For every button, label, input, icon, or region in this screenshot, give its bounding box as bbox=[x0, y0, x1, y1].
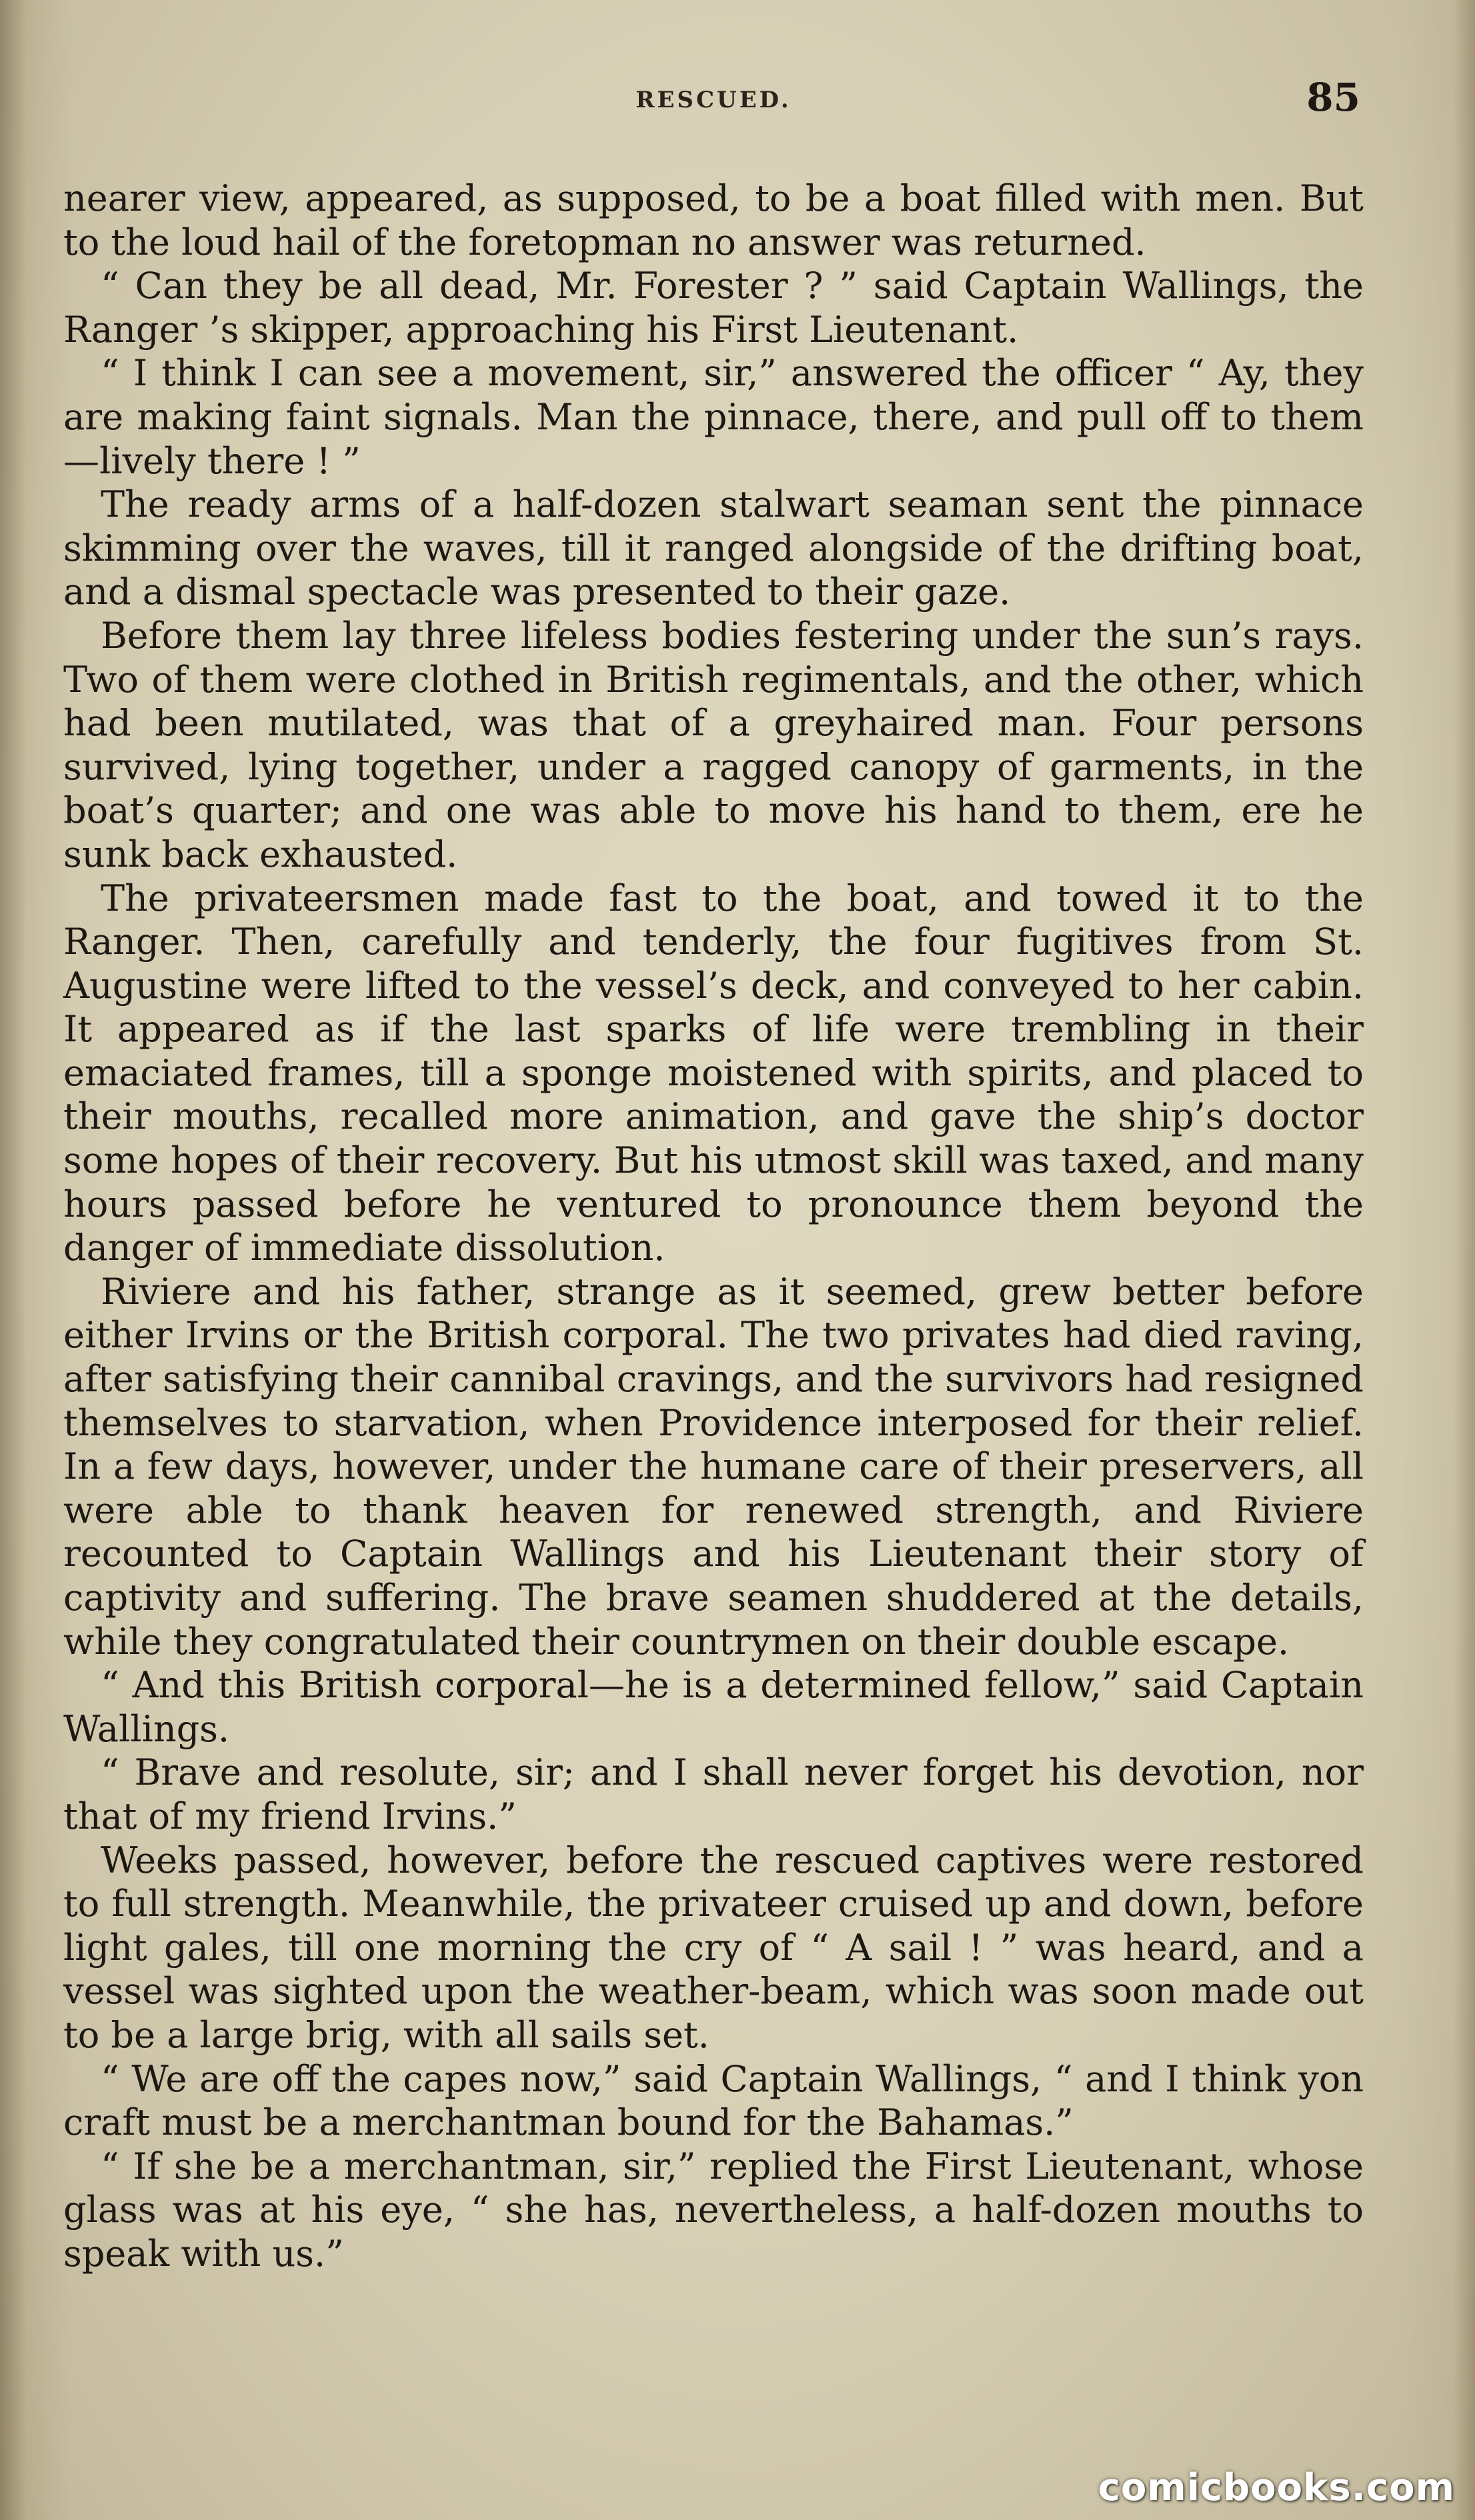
page-number: 85 bbox=[1306, 75, 1360, 120]
site-watermark: comicbooks.com bbox=[1098, 2466, 1455, 2509]
running-title: RESCUED. bbox=[635, 87, 792, 113]
paragraph: The privateersmen made fast to the boat, and towed it to the Ranger. Then, carefully and tenderly, the four fugitives from St. Augustine were lifted to the vessel’s deck, and conveyed to her cabin. It appeared as if the last sparks of life were trembling in their emaciated frames, till a sponge moistened with spirits, and placed to their mouths, recalled more animation, and gave the ship’s doctor some hopes of their recovery. But his utmost skill was taxed, and many hours passed before he ventured to pronounce them beyond the danger of immediate dissolution. bbox=[63, 877, 1364, 1269]
paragraph: “ We are off the capes now,” said Captain Wallings, “ and I think yon craft must be a merchantman bound for the Bahamas.” bbox=[63, 2057, 1364, 2144]
paragraph: “ If she be a merchantman, sir,” replied the First Lieutenant, whose glass was at his eye, “ she has, nevertheless, a half-dozen mouths to speak with us.” bbox=[63, 2145, 1364, 2275]
paragraph: “ Can they be all dead, Mr. Forester ? ” said Captain Wallings, the Ranger ’s skipper, approaching his First Lieutenant. bbox=[63, 265, 1364, 351]
page-header bbox=[67, 75, 1360, 135]
body-text bbox=[63, 177, 1364, 2276]
paragraph: “ I think I can see a movement, sir,” answered the officer “ Ay, they are making faint signals. Man the pinnace, there, and pull off to them—lively there ! ” bbox=[63, 352, 1364, 482]
paragraph: “ And this British corporal—he is a determined fellow,” said Captain Wallings. bbox=[63, 1664, 1364, 1750]
paragraph: Before them lay three lifeless bodies festering under the sun’s rays. Two of them were clothed in British regimentals, and the other, which had been mutilated, was that of a greyhaired man. Four persons survived, lying together, under a ragged canopy of garments, in the boat’s quarter; and one was able to move his hand to them, ere he sunk back exhausted. bbox=[63, 614, 1364, 875]
paragraph-continuation: nearer view, appeared, as supposed, to be a boat filled with men. But to the loud hail of the foretopman no answer was returned. bbox=[63, 177, 1364, 263]
paragraph: Weeks passed, however, before the rescued captives were restored to full strength. Meanwhile, the privateer cruised up and down, before light gales, till one morning the cry of “ A sail ! ” was heard, and a vessel was sighted upon the weather-beam, which was soon made out to be a large brig, with all sails set. bbox=[63, 1839, 1364, 2056]
paragraph: “ Brave and resolute, sir; and I shall never forget his devotion, nor that of my friend Irvins.” bbox=[63, 1751, 1364, 1837]
paragraph: The ready arms of a half-dozen stalwart seaman sent the pinnace skimming over the waves, till it ranged alongside of the drifting boat, and a dismal spectacle was presented to their gaze. bbox=[63, 483, 1364, 613]
paragraph: Riviere and his father, strange as it seemed, grew better before either Irvins or the British corporal. The two privates had died raving, after satisfying their cannibal cravings, and the survivors had resigned themselves to starvation, when Providence interposed for their relief. In a few days, however, under the humane care of their preservers, all were able to thank heaven for renewed strength, and Riviere recounted to Captain Wallings and his Lieutenant their story of captivity and suffering. The brave seamen shuddered at the details, while they congratulated their countrymen on their double escape. bbox=[63, 1270, 1364, 1663]
